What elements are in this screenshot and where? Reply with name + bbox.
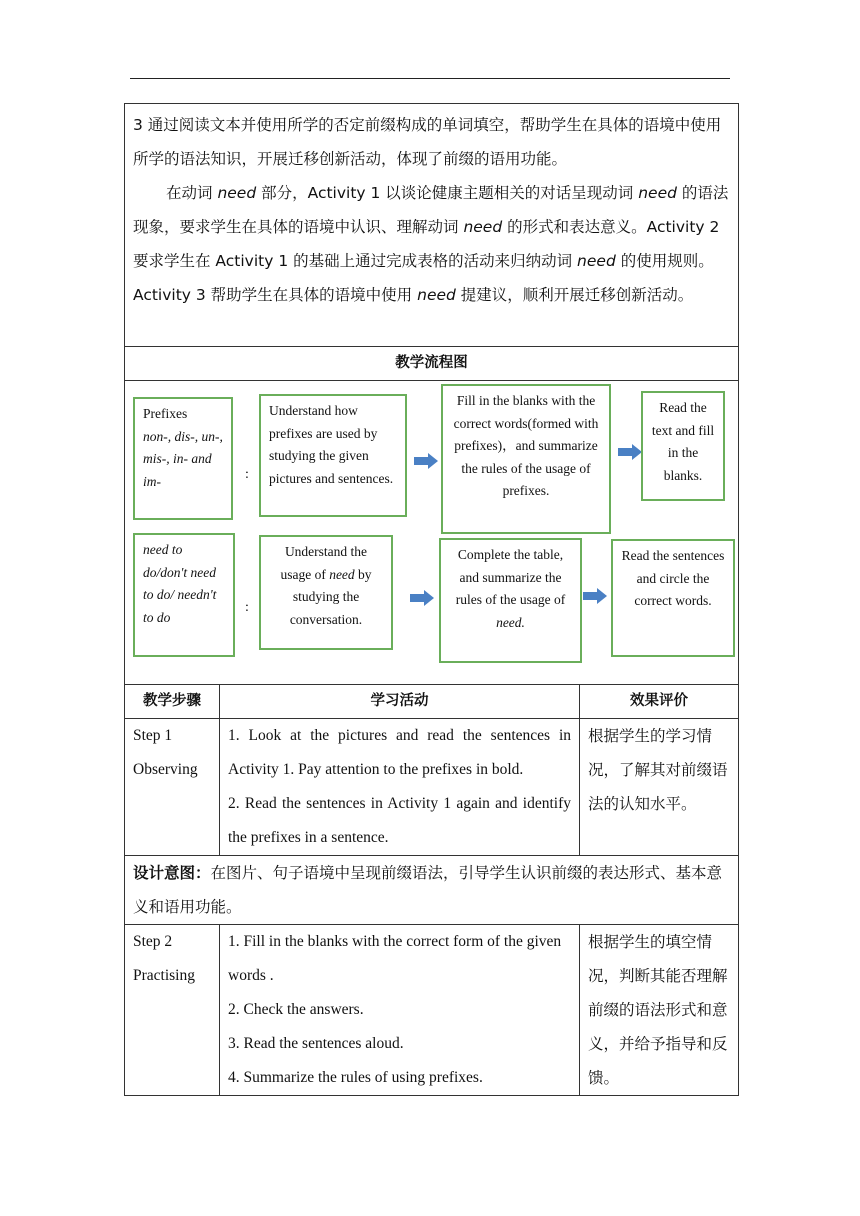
- flow-title-row: [125, 347, 739, 381]
- intro-text: 的语法现象，要求学生在具体的语境中认识、理解动词: [133, 184, 729, 236]
- prefixes-label-box: [133, 397, 233, 520]
- design-intent-text: 在图片、句子语境中呈现前缀语法，引导学生认识前缀的表达形式、基本意义和语用功能。: [133, 864, 723, 916]
- prefixes-list: non-, dis-, un-, mis-, in- and im-: [143, 428, 223, 489]
- intro-text: 在动词: [166, 184, 218, 202]
- colon: :: [245, 467, 249, 482]
- intro-text: 部分，Activity 1 以谈论健康主题相关的对话呈现动词: [256, 184, 639, 202]
- step1-evaluation: 根据学生的学习情况，了解其对前缀语法的认知水平。: [580, 719, 739, 856]
- flow-step-read-text: Read the text and fill in the blanks.: [641, 391, 725, 501]
- flow-step-complete-table: [439, 538, 582, 663]
- need-word: need: [638, 184, 677, 202]
- flow-step-fill-blanks-prefixes: Fill in the blanks with the correct words(formed with prefixes)，and summarize the rules of the usage of prefixes.: [441, 384, 611, 534]
- arrow-right-icon: [410, 590, 434, 606]
- intro-text: 的形式和表达意义。Activity 2 要求学生在 Activity 1 的基础上通过完成表格的活动来归纳动词: [133, 218, 720, 270]
- box-text: Understand the usage of: [280, 544, 368, 582]
- step2-row: [125, 925, 739, 1096]
- activity-item: 4. Summarize the rules of using prefixes.: [228, 1069, 483, 1086]
- flow-row: [125, 381, 739, 685]
- design-intent-label: 设计意图：: [133, 864, 211, 882]
- arrow-right-icon: [618, 444, 642, 460]
- step1-name: [125, 719, 220, 856]
- activity-item: 3. Read the sentences aloud.: [228, 1035, 404, 1052]
- arrow-right-icon: [583, 588, 607, 604]
- flow-step-read-circle: Read the sentences and circle the correct words.: [611, 539, 735, 657]
- header-evaluation: 效果评价: [580, 685, 739, 719]
- arrow-right-icon: [414, 453, 438, 469]
- flow-step-understand-need: [259, 535, 393, 650]
- design-intent: [125, 856, 739, 925]
- flow-step-understand-prefixes: Understand how prefixes are used by studying the given pictures and sentences.: [259, 394, 407, 517]
- flowchart: [125, 381, 739, 685]
- activity-item: 1. Fill in the blanks with the correct form of the given words .: [228, 933, 562, 984]
- intro-text: 的使用规则。Activity 3 帮助学生在具体的语境中使用: [133, 252, 714, 304]
- need-word: need: [217, 184, 257, 202]
- intro-cell: [125, 104, 739, 347]
- main-table: [124, 103, 739, 1096]
- intro-text: 提建议，顺利开展迁移创新活动。: [455, 286, 694, 304]
- activity-item: 2. Read the sentences in Activity 1 again and identify the prefixes in a sentence.: [228, 795, 571, 846]
- need-word: need: [577, 252, 616, 270]
- header-steps: 教学步骤: [125, 685, 220, 719]
- step-number: Step 2: [133, 933, 173, 950]
- need-word: need: [463, 218, 503, 236]
- header-rule: [130, 78, 730, 79]
- lesson-plan-table: [124, 103, 738, 1090]
- intent1-row: [125, 856, 739, 925]
- activity-item: 2. Check the answers.: [228, 1001, 364, 1018]
- step2-evaluation: 根据学生的填空情况，判断其能否理解前缀的语法形式和意义，并给予指导和反馈。: [580, 925, 739, 1096]
- step-title: Practising: [133, 967, 195, 984]
- intro-paragraph-2: [133, 176, 730, 312]
- step-title: Observing: [133, 761, 198, 778]
- table-header-row: [125, 685, 739, 719]
- need-word: need: [329, 566, 355, 582]
- colon: :: [245, 600, 249, 615]
- box-text: Complete the table, and summarize the rules of the usage of: [455, 547, 566, 607]
- need-word: need.: [496, 614, 525, 630]
- need-word: need: [417, 286, 456, 304]
- prefixes-label: Prefixes: [143, 406, 188, 421]
- step2-name: [125, 925, 220, 1096]
- step-number: Step 1: [133, 727, 173, 744]
- header-activities: 学习活动: [220, 685, 580, 719]
- flow-title: 教学流程图: [125, 347, 739, 381]
- box-text: by studying the conversation.: [289, 566, 372, 627]
- activity-item: 1. Look at the pictures and read the sentences in Activity 1. Pay attention to the prefixes in bold.: [228, 727, 571, 778]
- need-label-box: need to do/don't need to do/ needn't to do: [133, 533, 235, 657]
- intro-paragraph-1: 3 通过阅读文本并使用所学的否定前缀构成的单词填空，帮助学生在具体的语境中使用所学的语法知识，开展迁移创新活动，体现了前缀的语用功能。: [133, 116, 722, 168]
- step2-activities: [220, 925, 580, 1096]
- intro-row: [125, 104, 739, 347]
- step1-row: [125, 719, 739, 856]
- step1-activities: [220, 719, 580, 856]
